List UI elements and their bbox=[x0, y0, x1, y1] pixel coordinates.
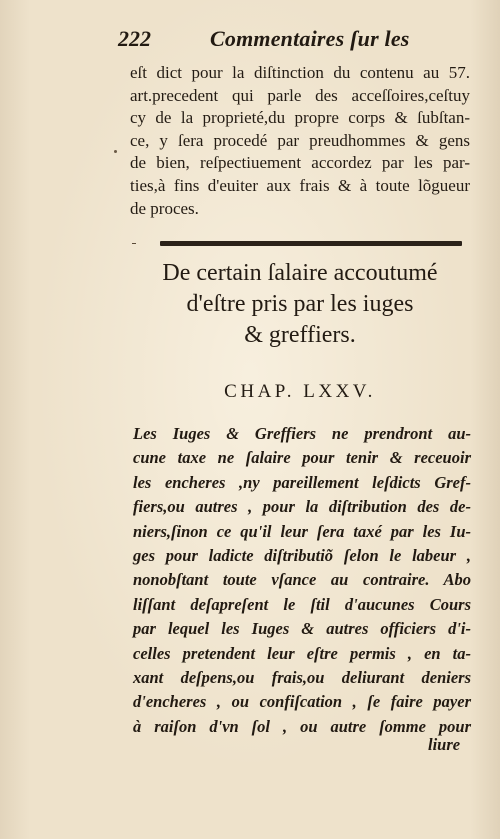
ordinance-line: celles pretendent leur eſtre permis , en ta- bbox=[133, 643, 471, 663]
body-line: de bien, reſpectiuement accordez par les par- bbox=[130, 153, 470, 173]
ordinance-text bbox=[133, 422, 471, 739]
ordinance-line: les encheres ,ny pareillement leſdicts Gref- bbox=[133, 472, 471, 492]
body-line: ties,à fins d'euiter aux frais & à toute lõgueur bbox=[130, 175, 470, 195]
rule-tick bbox=[132, 243, 136, 244]
ordinance-line: Les Iuges & Greffiers ne prendront au- bbox=[133, 424, 471, 443]
body-line: ce, y ſera procedé par preudhommes & gens bbox=[130, 130, 470, 150]
ordinance-line: nonobſtant toute vſance au contraire. Abo bbox=[133, 570, 471, 590]
ordinance-line: liſſant deſapreſent le ſtil d'aucunes Cours bbox=[133, 594, 471, 614]
ordinance-line: xant deſpens,ou frais,ou deliurant deniers bbox=[133, 668, 471, 688]
section-title-line: & greffiers. bbox=[244, 322, 356, 348]
ordinance-line: par lequel les Iuges & autres officiers d'i- bbox=[133, 619, 471, 639]
ordinance-line: à raiſon d'vn ſol , ou autre ſomme pour bbox=[133, 716, 471, 736]
page-number: 222 bbox=[118, 26, 151, 51]
section-title-line: d'eſtre pris par les iuges bbox=[186, 291, 414, 317]
section-divider-rule bbox=[160, 241, 462, 246]
body-line: eſt dict pour la diſtinction du contenu au 57. bbox=[130, 63, 470, 82]
section-title bbox=[120, 258, 480, 351]
running-title: Commentaires ſur les bbox=[210, 26, 410, 51]
ordinance-line: ges pour ladicte diſtributiõ ſelon le labeur , bbox=[133, 546, 471, 566]
ordinance-line: d'encheres , ou confiſcation , ſe faire payer bbox=[133, 692, 471, 712]
ordinance-line: niers,ſinon ce qu'il leur ſera taxé par les Iu- bbox=[133, 521, 471, 541]
ordinance-line: fiers,ou autres , pour la diſtribution des de- bbox=[133, 497, 471, 517]
ordinance-line: cune taxe ne ſalaire pour tenir & receuoir bbox=[133, 448, 471, 468]
section-title-line: De certain ſalaire accoutumé bbox=[162, 260, 438, 286]
body-line: cy de la proprieté,du propre corps & ſubſtan- bbox=[130, 108, 470, 128]
chapter-heading: CHAP. LXXV. bbox=[224, 381, 376, 402]
body-line: art.precedent qui parle des acceſſoires,ceſtuy bbox=[130, 85, 470, 105]
body-line: de proces. bbox=[130, 198, 199, 218]
running-head bbox=[118, 26, 448, 54]
margin-mark bbox=[114, 150, 117, 153]
body-paragraph bbox=[130, 62, 470, 220]
catchword: liure bbox=[428, 735, 461, 754]
